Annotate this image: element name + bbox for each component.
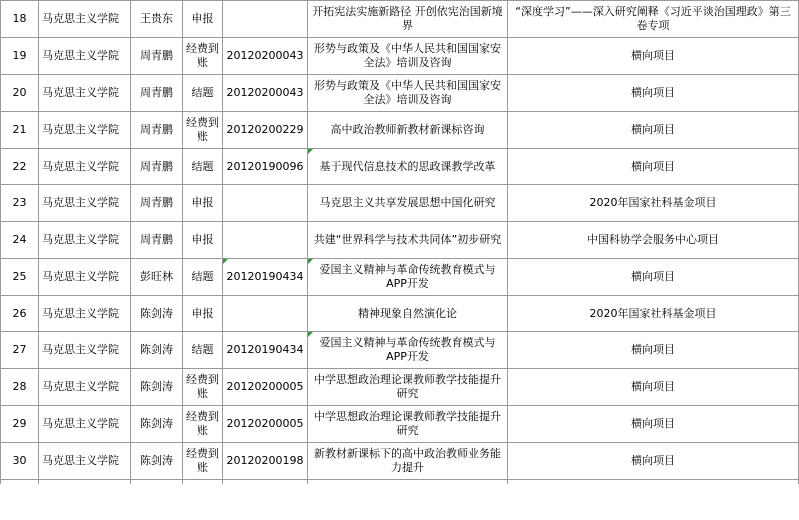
row-status: 经费到账 [183,406,223,443]
row-name: 陈剑涛 [131,369,183,406]
row-code: 20120200198 [223,443,308,480]
row-title: 新教材新课标下的高中政治教师业务能力提升 [308,443,508,480]
row-org: 马克思主义学院 [39,296,131,332]
row-title: 开拓宪法实施新路径 开创依宪治国新境界 [308,1,508,38]
row-status: 结题 [183,75,223,112]
row-title: 高中政治教师新教材新课标咨询 [308,112,508,149]
row-index: 21 [1,112,39,149]
table-body [1,1,799,484]
row-title: 共建“世界科学与技术共同体”初步研究 [308,222,508,259]
row-org: 马克思主义学院 [39,443,131,480]
row-name: 陈剑涛 [131,443,183,480]
table-row [1,369,799,406]
row-category: 横向项目 [508,38,799,75]
row-category: 横向项目 [508,149,799,185]
row-index: 20 [1,75,39,112]
row-org: 马克思主义学院 [39,259,131,296]
empty-cell [508,480,799,484]
row-org: 马克思主义学院 [39,75,131,112]
row-org: 马克思主义学院 [39,38,131,75]
row-index: 27 [1,332,39,369]
row-org: 马克思主义学院 [39,406,131,443]
row-code: 20120200229 [223,112,308,149]
row-org: 马克思主义学院 [39,149,131,185]
empty-cell [131,480,183,484]
row-status: 结题 [183,149,223,185]
row-org: 马克思主义学院 [39,112,131,149]
row-title: 形势与政策及《中华人民共和国国家安全法》培训及咨询 [308,38,508,75]
row-title: 精神现象自然演化论 [308,296,508,332]
row-code [223,1,308,38]
row-title: 马克思主义共享发展思想中国化研究 [308,185,508,222]
table-row [1,406,799,443]
row-name: 周青鹏 [131,75,183,112]
row-code: 20120200005 [223,406,308,443]
row-status: 申报 [183,185,223,222]
row-name: 陈剑涛 [131,406,183,443]
row-status: 经费到账 [183,369,223,406]
empty-cell [223,480,308,484]
table-row [1,112,799,149]
row-org: 马克思主义学院 [39,369,131,406]
row-title: 爱国主义精神与革命传统教育模式与APP开发 [308,259,508,296]
table-row [1,75,799,112]
row-index: 22 [1,149,39,185]
row-category: 横向项目 [508,112,799,149]
row-status: 经费到账 [183,112,223,149]
table-row [1,332,799,369]
row-index: 30 [1,443,39,480]
row-code: 20120190434 [223,259,308,296]
row-category: 2020年国家社科基金项目 [508,296,799,332]
row-index: 28 [1,369,39,406]
row-category: “深度学习”——深入研究阐释《习近平谈治国理政》第三卷专项 [508,1,799,38]
row-category: 横向项目 [508,259,799,296]
row-index: 18 [1,1,39,38]
empty-cell [308,480,508,484]
row-org: 马克思主义学院 [39,332,131,369]
table-row-partial [1,480,799,484]
row-category: 横向项目 [508,75,799,112]
row-title: 形势与政策及《中华人民共和国国家安全法》培训及咨询 [308,75,508,112]
row-category: 横向项目 [508,406,799,443]
row-title: 中学思想政治理论课教师教学技能提升研究 [308,406,508,443]
row-org: 马克思主义学院 [39,1,131,38]
empty-cell [1,480,39,484]
row-name: 周青鹏 [131,222,183,259]
row-name: 彭旺林 [131,259,183,296]
table-row [1,443,799,480]
row-code [223,185,308,222]
row-title: 中学思想政治理论课教师教学技能提升研究 [308,369,508,406]
row-category: 横向项目 [508,443,799,480]
row-index: 19 [1,38,39,75]
table-row [1,296,799,332]
row-status: 申报 [183,222,223,259]
row-code [223,296,308,332]
row-title: 基于现代信息技术的思政课教学改革 [308,149,508,185]
row-name: 周青鹏 [131,112,183,149]
row-name: 王贵东 [131,1,183,38]
row-status: 结题 [183,332,223,369]
row-code: 20120200005 [223,369,308,406]
row-name: 周青鹏 [131,38,183,75]
row-category: 2020年国家社科基金项目 [508,185,799,222]
table-row [1,38,799,75]
row-name: 陈剑涛 [131,296,183,332]
row-category: 横向项目 [508,332,799,369]
row-code: 20120200043 [223,75,308,112]
row-index: 23 [1,185,39,222]
row-category: 横向项目 [508,369,799,406]
row-index: 24 [1,222,39,259]
row-org: 马克思主义学院 [39,185,131,222]
table-row [1,185,799,222]
row-org: 马克思主义学院 [39,222,131,259]
row-code: 20120190434 [223,332,308,369]
row-name: 周青鹏 [131,149,183,185]
row-status: 经费到账 [183,38,223,75]
row-code: 20120200043 [223,38,308,75]
row-index: 25 [1,259,39,296]
empty-cell [39,480,131,484]
row-code [223,222,308,259]
row-name: 陈剑涛 [131,332,183,369]
row-name: 周青鹏 [131,185,183,222]
row-status: 结题 [183,259,223,296]
table-row [1,259,799,296]
table-row [1,149,799,185]
row-code: 20120190096 [223,149,308,185]
table-row [1,222,799,259]
row-title: 爱国主义精神与革命传统教育模式与APP开发 [308,332,508,369]
row-status: 申报 [183,1,223,38]
empty-cell [183,480,223,484]
row-index: 29 [1,406,39,443]
table-row [1,1,799,38]
row-status: 申报 [183,296,223,332]
row-index: 26 [1,296,39,332]
row-status: 经费到账 [183,443,223,480]
row-category: 中国科协学会服务中心项目 [508,222,799,259]
